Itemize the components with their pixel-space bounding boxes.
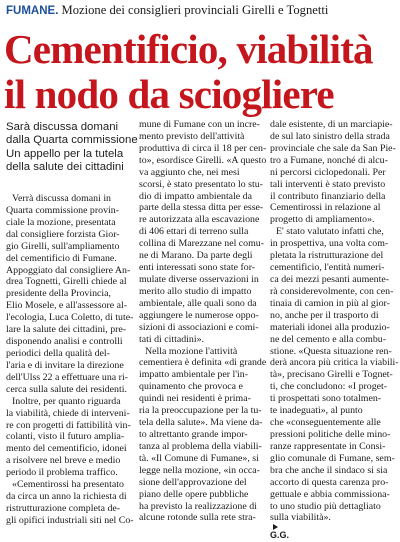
body-line: de sul lato sinistro della strada	[270, 130, 390, 142]
standfirst	[6, 121, 138, 174]
article-column-3	[270, 119, 399, 542]
body-line: gio Girelli, sull'ampliamento	[6, 240, 120, 252]
kicker-text: Mozione dei consiglieri provinciali Girelli e Tognetti	[61, 3, 329, 17]
body-line: materiali idonei alla produzio-	[270, 321, 390, 333]
body-line: accorto di questa carenza pro-	[270, 476, 389, 488]
body-line: la viabilità, chiede di interveni-	[6, 407, 130, 419]
body-line: merito allo studio di impatto	[139, 285, 252, 297]
body-line: enti interessati sono state for-	[139, 262, 256, 274]
body-line: mulate diverse osservazioni in	[139, 273, 259, 285]
body-line: del cementificio di Fumane.	[6, 252, 117, 264]
body-line: Cementirossi in relazione al	[270, 202, 381, 214]
body-line: pletata la ristrutturazione del	[270, 250, 384, 262]
body-line: no, anche per il trasporto di	[270, 309, 379, 321]
body-line: quinamento che provoca e	[139, 381, 243, 393]
headline-line-1: Cementificio, viabilità	[4, 26, 373, 72]
article-column-2	[139, 119, 267, 524]
body-line: Quarta commissione provin-	[6, 204, 119, 216]
article-column-1	[6, 193, 134, 527]
body-line: ne del cemento e alla combu-	[270, 333, 386, 345]
body-line: gettuale e abbia commissiona-	[270, 488, 390, 500]
body-line: alcune rotonde sulla rete stra-	[139, 512, 256, 524]
body-line: tati di cittadini».	[139, 333, 204, 345]
body-line: da circa un anno la richiesta di	[6, 491, 127, 503]
body-line: sizioni di associazioni e comi-	[139, 321, 259, 333]
standfirst-line: Un appello per la tutela	[6, 147, 124, 160]
body-line: ciale la mozione, presentata	[6, 216, 116, 228]
body-line: dal consigliere forzista Gior-	[6, 228, 120, 240]
body-line: dio di impatto ambientale da	[139, 190, 252, 202]
body-line: cementiera è definita «di grande	[139, 357, 267, 369]
body-line: mune di Fumane con un incre-	[139, 119, 260, 130]
body-line: di 406 ettari di terreno sulla	[139, 226, 249, 238]
body-line: Elio Mosele, e all'assessore al-	[6, 300, 128, 312]
body-line: a risolvere nel breve e medio	[6, 455, 121, 467]
body-line: re con progetti di fattibilità vin-	[6, 419, 131, 431]
body-line: provinciale che sale da San Pie-	[270, 142, 396, 154]
body-line: colanti, visto il futuro amplia-	[6, 431, 125, 443]
body-line: produttiva di circa il 18 per cen-	[139, 142, 267, 154]
body-line: impatto ambientale per l'in-	[139, 369, 248, 381]
body-line-final: sulla viabilità».	[270, 512, 331, 524]
body-line: tali interventi è stato previsto	[270, 178, 386, 190]
kicker-place: FUMANE.	[6, 5, 59, 17]
body-line: Appoggiato dal consigliere An-	[6, 264, 131, 276]
body-line: ha previsto la realizzazione di	[139, 500, 257, 512]
body-line: ristrutturazione completa de-	[6, 502, 121, 514]
body-line: gli opifici industriali siti nel Co-	[6, 514, 134, 526]
body-line: in prospettiva, una volta com-	[270, 238, 389, 250]
headline-line-2: il nodo da sciogliere	[4, 71, 334, 117]
body-line: pressioni politiche delle mino-	[270, 428, 391, 440]
body-line: disponendo analisi e controlli	[6, 336, 123, 348]
body-line: ti, che concludono: «I proget-	[270, 381, 388, 393]
body-line: legge nella mozione, «in occa-	[139, 464, 260, 476]
body-line: tro a Fumane, nonché di alcu-	[270, 154, 388, 166]
body-line: tà. «Il Comune di Fumane», si	[139, 452, 259, 464]
body-line: Nella mozione l'attività	[145, 345, 238, 357]
body-line: «Cementirossi ha presentato	[12, 479, 124, 491]
body-line: cerca sulla salute dei residenti.	[6, 383, 127, 395]
body-line: sione dell'approvazione del	[139, 476, 247, 488]
body-line: tà», precisano Girelli e Tognet-	[270, 369, 393, 381]
body-line: tinaia di camion in più al gior-	[270, 297, 390, 309]
body-line: to uno studio più dettagliato	[270, 500, 381, 512]
body-line: quindi nei residenti è prima-	[139, 393, 251, 405]
standfirst-block	[6, 121, 138, 174]
byline: G.G.	[270, 530, 290, 541]
body-line: to altrettanto grande impor-	[139, 428, 248, 440]
body-line: presidente della Provincia,	[6, 288, 112, 300]
body-line: Inoltre, per quanto riguarda	[12, 395, 121, 407]
body-line: che «conseguentemente alle	[270, 417, 381, 429]
body-line: stione. «Questa situazione ren-	[270, 345, 392, 357]
standfirst-line: dalla Quarta commissione	[6, 134, 138, 147]
body-line: to», esordisce Girelli. «A questo	[139, 154, 267, 166]
body-line: ne di Marano. Da parte degli	[139, 250, 253, 262]
body-line: bra che anche il sindaco si sia	[270, 464, 388, 476]
body-line: te inadeguati», al punto	[270, 405, 363, 417]
headline	[4, 27, 398, 117]
body-line: parte della stessa ditta per esse-	[139, 202, 264, 214]
body-line: ria la preoccupazione per la tu-	[139, 405, 262, 417]
body-line: piano delle opere pubbliche	[139, 488, 249, 500]
body-line: dale esistente, di un marciapie-	[270, 119, 393, 130]
body-line: Verrà discussa domani in	[12, 193, 111, 204]
body-line: derà ancora più critica la viabili-	[270, 357, 399, 369]
body-line: l'ecologia, Luca Coletto, di tute-	[6, 312, 134, 324]
body-line: ti prospettati sono totalmen-	[270, 393, 382, 405]
body-line: mento previsto dell'attività	[139, 130, 245, 142]
body-line: va aggiunto che, nei mesi	[139, 166, 240, 178]
body-line: ranze rappresentate in Consi-	[270, 440, 386, 452]
body-line: E' stato valutato infatti che,	[276, 226, 384, 238]
body-line: aggiungere le numerose oppo-	[139, 309, 259, 321]
kicker	[6, 3, 396, 18]
body-line: ca dei mezzi pesanti aumente-	[270, 273, 389, 285]
body-line: re autorizzata alla escavazione	[139, 214, 260, 226]
standfirst-line: della salute dei cittadini	[6, 160, 124, 173]
body-line: l'aria e di invitare la direzione	[6, 359, 124, 371]
body-line: lare la salute dei cittadini, pre-	[6, 324, 127, 336]
body-line: collina di Marezzane nel comu-	[139, 238, 265, 250]
body-line: progetto di ampliamento».	[270, 214, 375, 226]
body-line: drea Tognetti, Girelli chiede al	[6, 276, 127, 288]
body-line: ni percorsi ciclopedonali. Per	[270, 166, 386, 178]
body-line: tela della salute». Ma viene da-	[139, 417, 263, 429]
last-line	[270, 512, 396, 542]
body-line: glio comunale di Fumane, sem-	[270, 452, 395, 464]
body-line: mento del cementificio, idonei	[6, 443, 127, 455]
body-line: rà considerevolmente, con cen-	[270, 285, 394, 297]
standfirst-line: Sarà discussa domani	[6, 121, 119, 133]
body-line: il contributo finanziario della	[270, 190, 386, 202]
body-line: ambientale, alle quali sono da	[139, 297, 257, 309]
body-line: dell'Ulss 22 a effettuare una ri-	[6, 371, 128, 383]
body-line: cementificio, l'entità numeri-	[270, 262, 385, 274]
body-line: periodici della qualità del-	[6, 347, 110, 359]
body-line: periodo il problema traffico.	[6, 467, 118, 479]
body-line: tanza al problema della viabili-	[139, 440, 262, 452]
body-line: scorsi, è stato presentato lo stu-	[139, 178, 263, 190]
